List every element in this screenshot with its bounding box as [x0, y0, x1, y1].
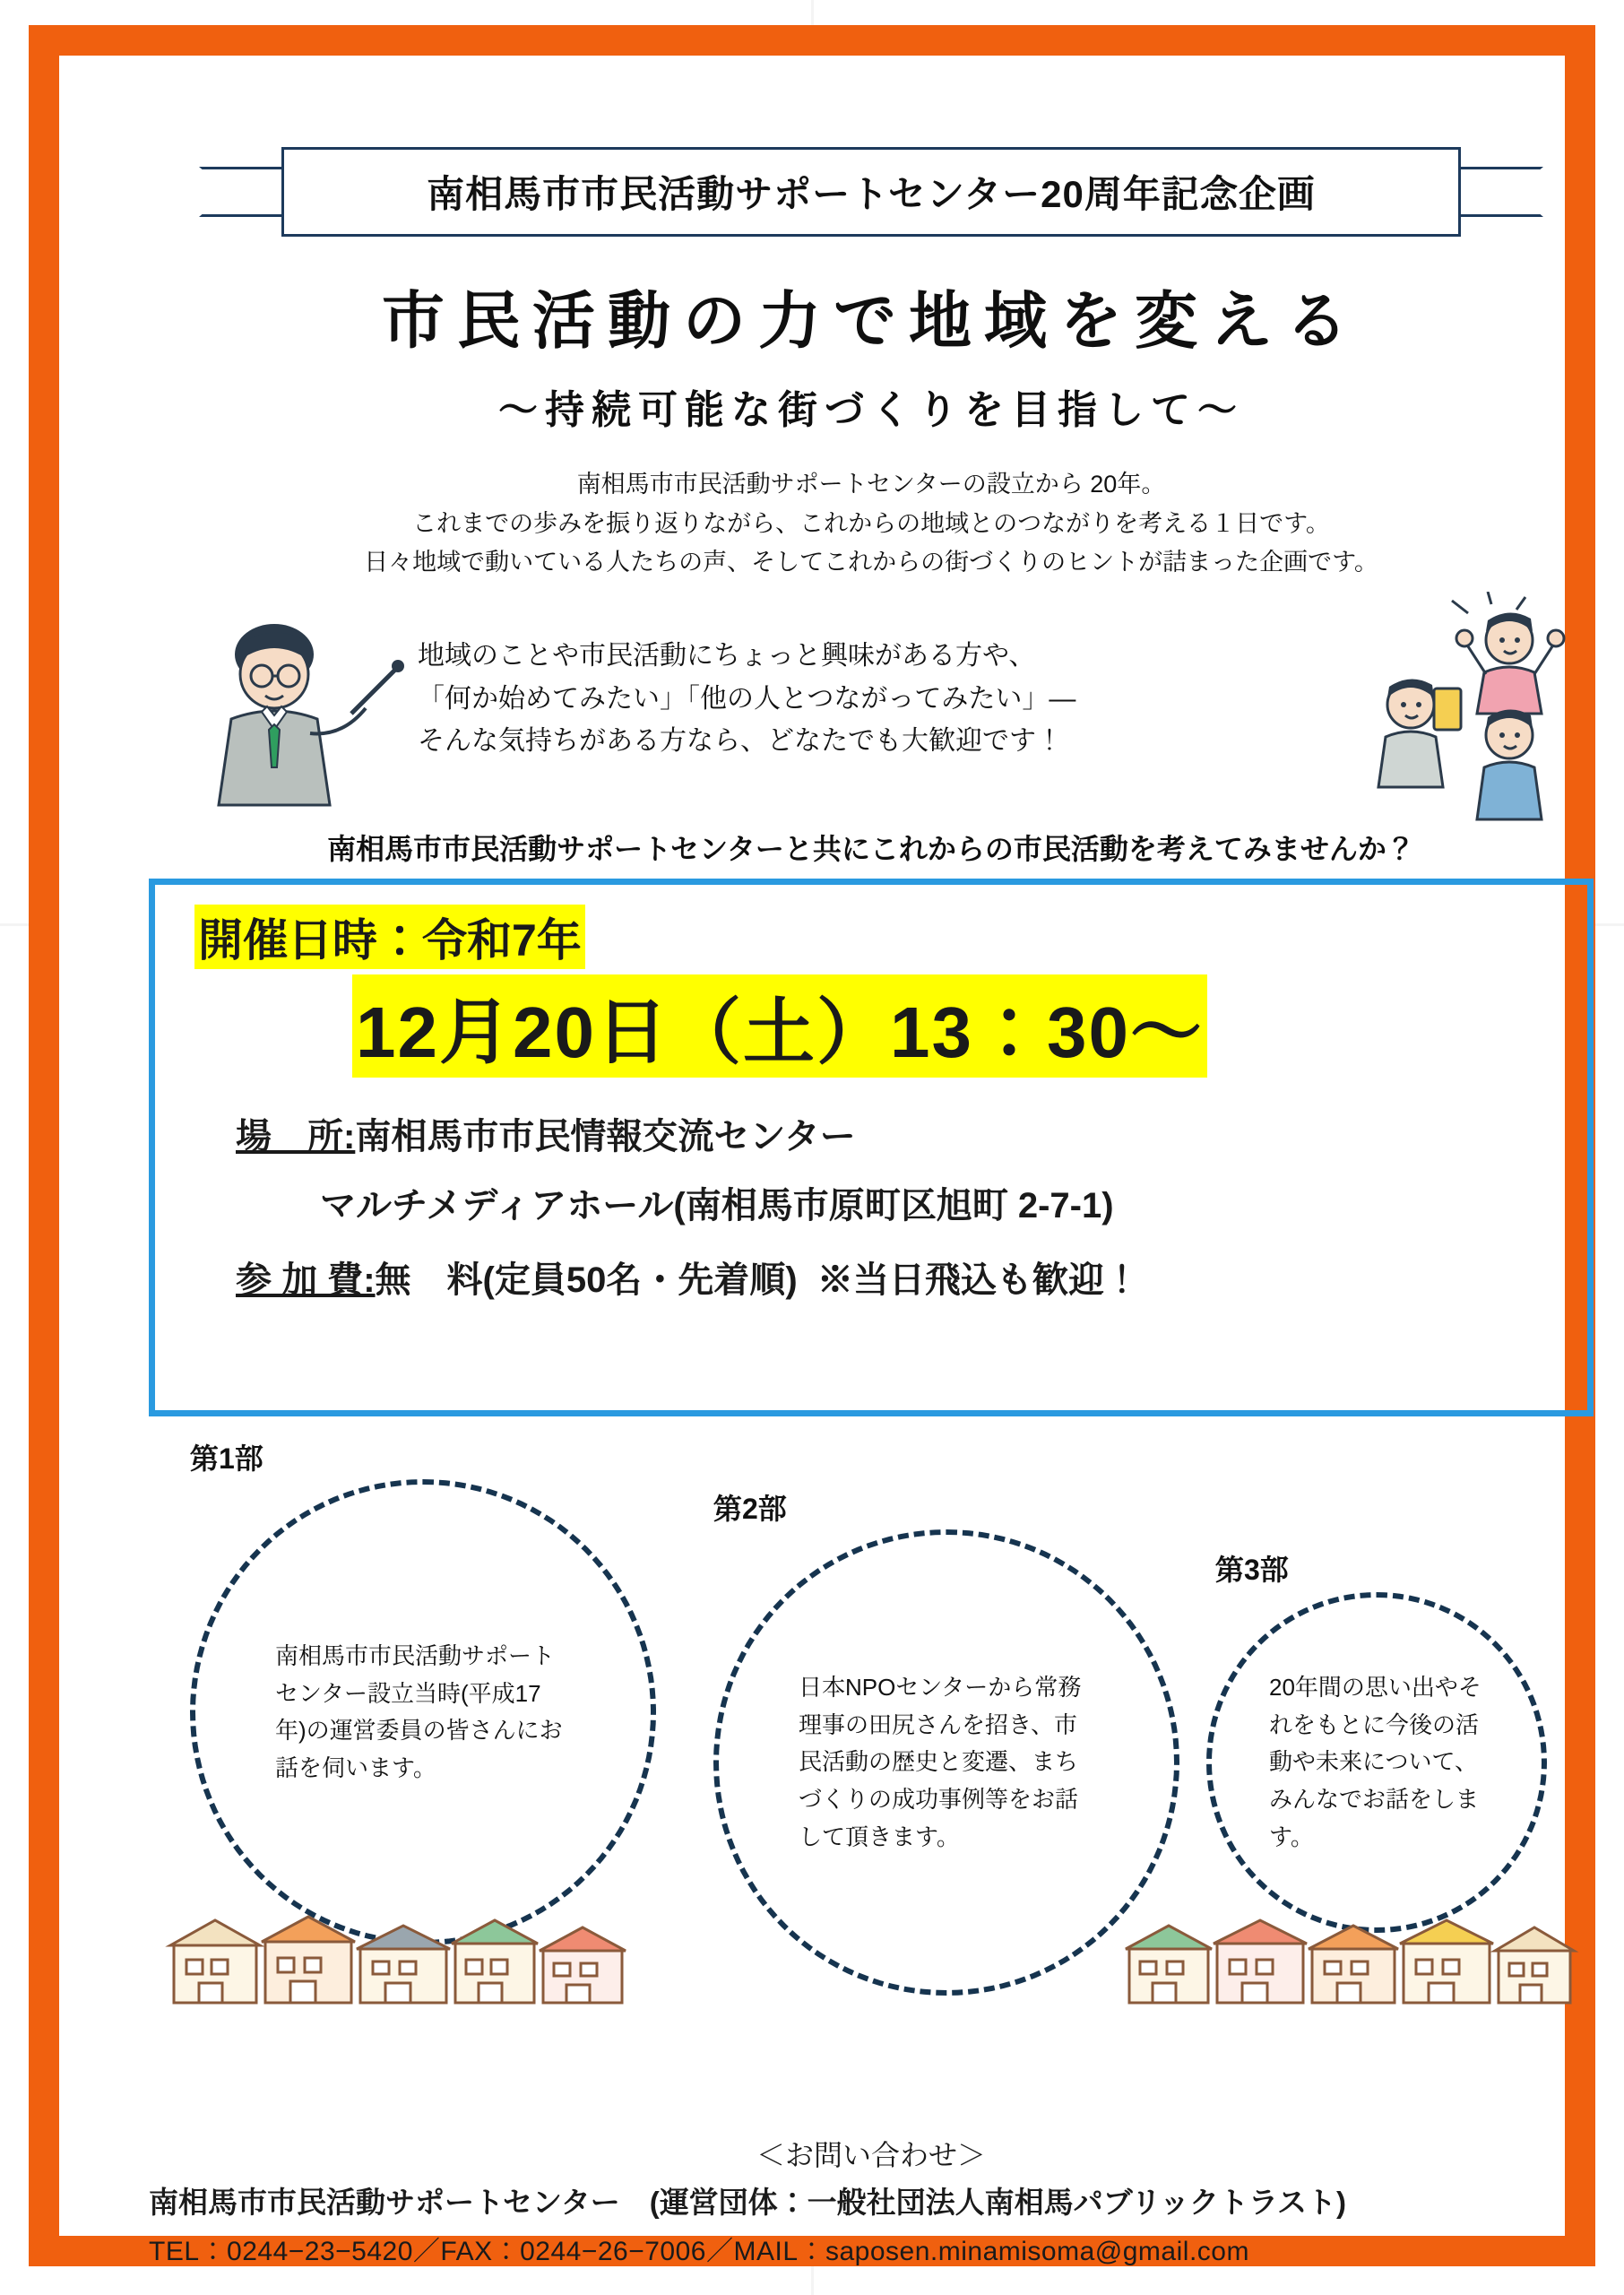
intro-paragraph [149, 465, 1594, 583]
ribbon-tail-right-icon [1457, 167, 1543, 217]
part-1-text: 南相馬市市民活動サポートセンター設立当時(平成17年)の運営委員の皆さんにお話を伺います。 [275, 1642, 563, 1781]
teacher-illustration-icon [176, 602, 409, 827]
event-info-box [149, 879, 1594, 1416]
middle-line-2: 「何か始めてみたい」「他の人とつながってみたい」― [418, 683, 1076, 714]
part-2-label: 第2部 [713, 1493, 787, 1526]
middle-section [149, 592, 1594, 866]
event-fee-note: (定員50名・先着順) [482, 1260, 798, 1301]
intro-line-1: 南相馬市市民活動サポートセンターの設立から 20年。 [576, 471, 1166, 498]
event-place-label: 場 所: [236, 1117, 356, 1157]
part-2-circle [713, 1529, 1179, 1996]
contact-footer [149, 2133, 1594, 2268]
part-2-text: 日本NPOセンターから常務理事の田尻さんを招き、市民活動の歴史と変遷、まちづくりの成功事例等をお話して頂きます。 [799, 1674, 1082, 1850]
ribbon-tail-left-icon [199, 167, 285, 217]
event-place-row [236, 1108, 1557, 1159]
ribbon-band [281, 147, 1461, 237]
program-parts [149, 1440, 1594, 1942]
page-title: 市民活動の力で地域を変える [382, 286, 1361, 356]
part-1-label: 第1部 [190, 1442, 263, 1476]
contact-organization: 南相馬市市民活動サポートセンター (運営団体：一般社団法人南相馬パブリックトラスト) [149, 2186, 1347, 2219]
part-3-circle [1206, 1592, 1547, 1933]
ribbon-title: 南相馬市市民活動サポートセンター20周年記念企画 [427, 173, 1316, 215]
poster-content [149, 138, 1594, 2265]
event-fee-row [236, 1251, 1557, 1303]
part-1-circle [190, 1479, 656, 1945]
intro-line-3: 日々地域で動いている人たちの声、そしてこれからの街づくりのヒントが詰まった企画です。 [364, 549, 1378, 576]
part-3-label: 第3部 [1215, 1554, 1289, 1587]
event-date-main: 12月20日（土）13：30〜 [352, 974, 1557, 1078]
orange-border-frame [29, 25, 1595, 2266]
page-subtitle: 〜持続可能な街づくりを目指して〜 [498, 388, 1244, 432]
contact-heading: ＜お問い合わせ＞ [756, 2139, 986, 2171]
houses-row-left-icon [161, 1910, 663, 2008]
intro-line-2: これまでの歩みを振り返りながら、これからの地域とのつながりを考える１日です。 [412, 509, 1330, 537]
houses-row-right-icon [1119, 1910, 1585, 2008]
event-fee-extra: ※当日飛込も歓迎！ [816, 1260, 1140, 1301]
middle-line-1: 地域のことや市民活動にちょっと興味がある方や、 [418, 641, 1036, 671]
event-date-era: 開催日時：令和7年 [194, 905, 585, 969]
middle-line-3: そんな気持ちがある方なら、どなたでも大歓迎です！ [418, 725, 1063, 756]
event-place-value: 南相馬市市民情報交流センター [355, 1117, 856, 1157]
event-date-line [194, 905, 1557, 969]
middle-question: 南相馬市市民活動サポートセンターと共にこれからの市民活動を考えてみませんか？ [327, 833, 1415, 866]
part-3-text: 20年間の思い出やそれをもとに今後の活動や未来について、みんなでお話をします。 [1269, 1674, 1481, 1850]
event-fee-value: 無 料 [375, 1260, 483, 1301]
ribbon-banner [199, 138, 1543, 246]
event-fee-label: 参 加 費: [236, 1260, 376, 1301]
event-place-value2: マルチメディアホール(南相馬市原町区旭町 2-7-1) [320, 1186, 1114, 1226]
cheering-people-illustration-icon [1334, 592, 1594, 834]
middle-paragraph [418, 635, 1323, 762]
contact-tel-fax-mail: TEL：0244−23−5420／FAX：0244−26−7006／MAIL：saposen.minamisoma@gmail.com [149, 2237, 1249, 2266]
